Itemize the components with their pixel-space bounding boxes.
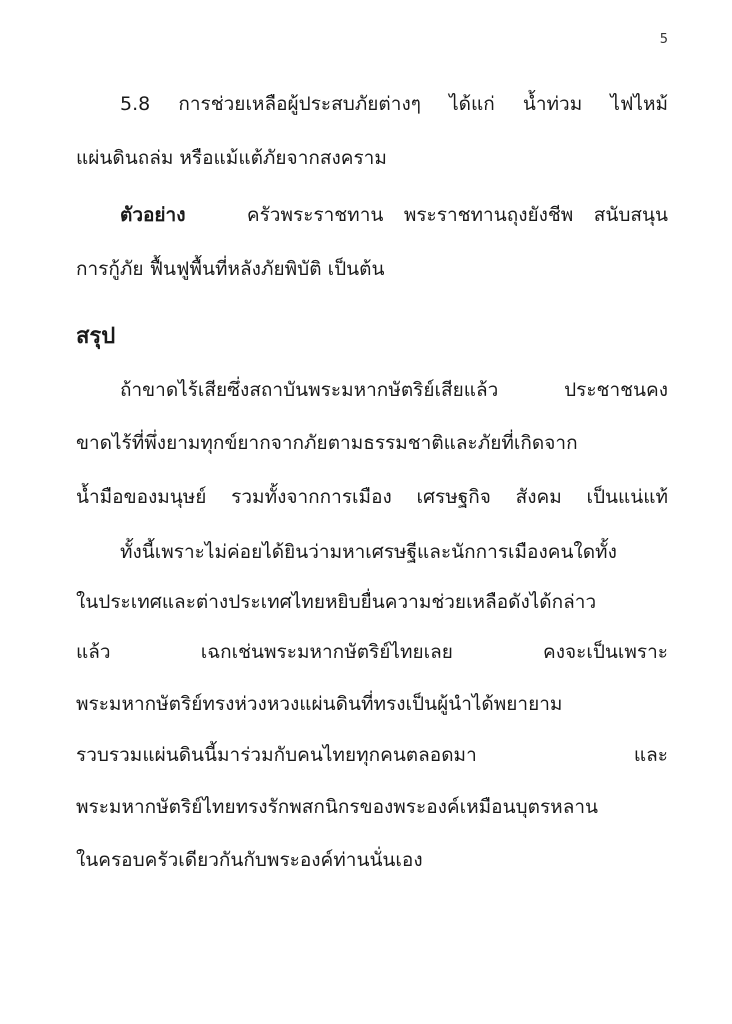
example-text: ครัวพระราชทาน พระราชทานถุงยังชีพ สนับสนุน — [246, 204, 668, 226]
summary-para2-line-7: ในครอบครัวเดียวกันกับพระองค์ท่านนั่นเอง — [76, 849, 423, 871]
page-number: 5 — [659, 32, 668, 47]
summary-heading: สรุป — [76, 324, 116, 349]
summary-para2-line-1: ทั้งนี้เพราะไม่ค่อยได้ยินว่ามหาเศรษฐีและนักการเมืองคนใดทั้ง — [120, 541, 617, 563]
summary-para2-line-5: รวบรวมแผ่นดินนี้มาร่วมกับคนไทยทุกคนตลอดมา และ — [76, 744, 668, 766]
example-line-1 — [120, 203, 668, 227]
example-label: ตัวอย่าง — [120, 204, 186, 226]
summary-para1-line-2: ขาดไร้ที่พึ่งยามทุกข์ยากจากภัยตามธรรมชาติและภัยที่เกิดจาก — [76, 432, 578, 454]
example-line-2: การกู้ภัย ฟื้นฟูพื้นที่หลังภัยพิบัติ เป็นต้น — [76, 258, 385, 280]
summary-para1-line-1: ถ้าขาดไร้เสียซึ่งสถาบันพระมหากษัตริย์เสียแล้ว ประชาชนคง — [120, 379, 668, 401]
summary-para2-line-2: ในประเทศและต่างประเทศไทยหยิบยื่นความช่วยเหลือดังได้กล่าว — [76, 591, 597, 613]
summary-para1-line-3: น้ำมือของมนุษย์ รวมทั้งจากการเมือง เศรษฐกิจ สังคม เป็นแน่แท้ — [76, 486, 668, 508]
summary-para2-line-3: แล้ว เฉกเช่นพระมหากษัตริย์ไทยเลย คงจะเป็นเพราะ — [76, 641, 668, 663]
section-5-8-line-2: แผ่นดินถล่ม หรือแม้แต้ภัยจากสงคราม — [76, 147, 387, 169]
section-5-8-line-1: 5.8 การช่วยเหลือผู้ประสบภัยต่างๆ ได้แก่ น้ำท่วม ไฟไหม้ — [120, 93, 668, 115]
summary-para2-line-4: พระมหากษัตริย์ทรงห่วงหวงแผ่นดินที่ทรงเป็นผู้นำได้พยายาม — [76, 693, 563, 715]
summary-para2-line-6: พระมหากษัตริย์ไทยทรงรักพสกนิกรของพระองค์เหมือนบุตรหลาน — [76, 796, 598, 818]
